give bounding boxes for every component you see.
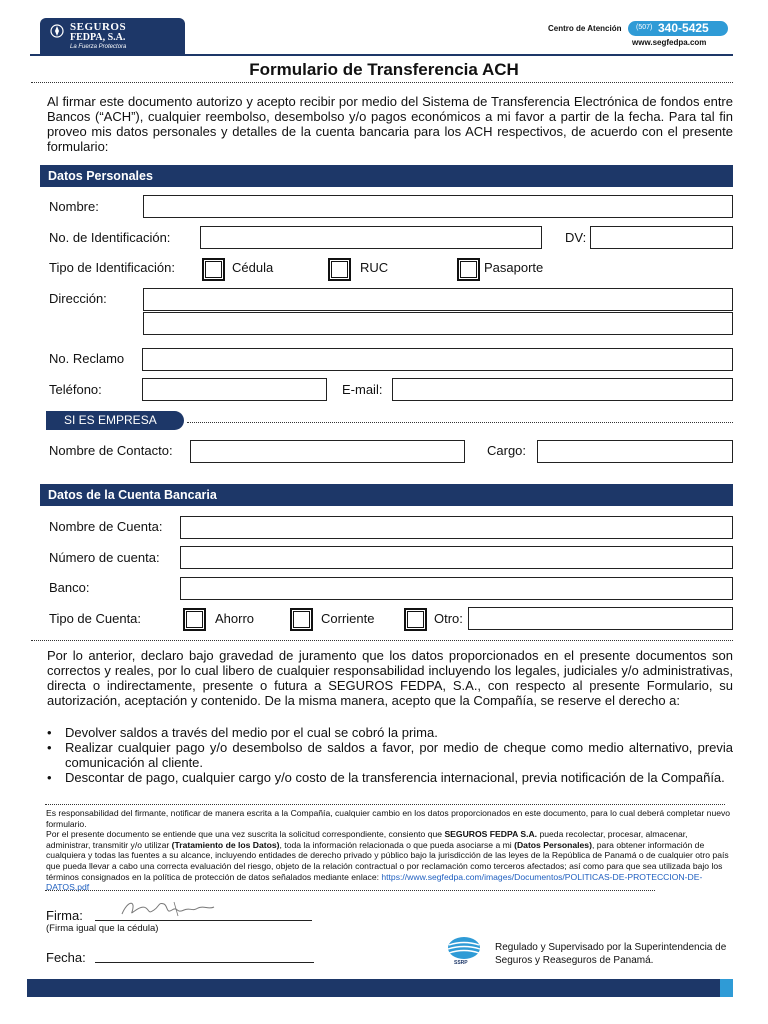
cedula-checkbox[interactable] (202, 258, 225, 281)
cedula-label: Cédula (232, 260, 274, 275)
firma-note: (Firma igual que la cédula) (46, 923, 159, 934)
handwritten-signature (118, 898, 218, 920)
tipo-identificacion-label: Tipo de Identificación: (49, 260, 175, 275)
consent-company: SEGUROS FEDPA S.A. (444, 829, 538, 840)
company-logo (40, 18, 185, 54)
footer-accent (720, 979, 733, 997)
reclamo-label: No. Reclamo (49, 351, 125, 366)
brand-motto: La Fuerza Protectora (70, 44, 127, 50)
otro-checkbox[interactable] (404, 608, 427, 631)
fecha-line[interactable] (95, 962, 314, 963)
consent-text-a: Por el presente documento se entiende que una vez suscrita la solicitud correspondiente, consiento que (46, 829, 445, 840)
website-link[interactable]: www.segfedpa.com (632, 38, 707, 47)
identificacion-label: No. de Identificación: (49, 230, 171, 245)
phone-badge (628, 21, 728, 36)
rights-list (43, 725, 733, 785)
empresa-badge: SI ES EMPRESA (46, 411, 184, 430)
privacy-policy-link[interactable]: https://www.segfedpa.com/images/Documentos/POLITICAS-DE-PROTECCION-DE-DATOS.pdf (46, 871, 703, 893)
signature-divider (45, 890, 655, 891)
numero-cuenta-label: Número de cuenta: (49, 550, 160, 565)
banco-label: Banco: (49, 580, 90, 595)
ssrp-logo-icon (446, 936, 482, 960)
otro-field[interactable] (468, 607, 733, 630)
title-divider (31, 82, 733, 83)
list-item: • Realizar cualquier pago y/o desembolso de saldos a favor, por medio de cheque como medio alternativo, previa comunicación al cliente. (43, 740, 733, 770)
footer-bar (27, 979, 733, 997)
email-field[interactable] (392, 378, 733, 401)
ahorro-checkbox[interactable] (183, 608, 206, 631)
fine-print-notice: Es responsabilidad del firmante, notificar de manera escrita a la Compañía, cualquier cambio en los datos proporcionados en este documento, para lo cual deberá completar nuevo formulario. (46, 808, 731, 829)
fine-print-consent (46, 829, 734, 893)
ruc-label: RUC (360, 260, 389, 275)
contacto-label: Nombre de Contacto: (49, 443, 173, 458)
direccion-field-line2[interactable] (143, 312, 733, 335)
empresa-divider (187, 422, 733, 423)
bank-divider (31, 640, 733, 641)
regulator-text: Regulado y Supervisado por la Superintendencia de Seguros y Reaseguros de Panamá. (495, 942, 727, 966)
consent-datos: (Datos Personales) (514, 839, 592, 850)
list-item: • Devolver saldos a través del medio por el cual se cobró la prima. (43, 725, 733, 740)
numero-cuenta-field[interactable] (180, 546, 733, 569)
banco-field[interactable] (180, 577, 733, 600)
nombre-label: Nombre: (49, 199, 99, 214)
contact-center-label: Centro de Atención (548, 24, 622, 33)
nombre-cuenta-field[interactable] (180, 516, 733, 539)
pasaporte-label: Pasaporte (484, 260, 544, 275)
list-item: • Descontar de pago, cualquier cargo y/o costo de la transferencia internacional, previa notificación de la Compañía. (43, 770, 733, 785)
contacto-field[interactable] (190, 440, 465, 463)
consent-text-b: pueda recolectar, procesar, almacenar, administrar, transmitir y/o utilizar (46, 829, 688, 850)
email-label: E-mail: (342, 382, 383, 397)
nombre-cuenta-label: Nombre de Cuenta: (49, 519, 163, 534)
brand-name-line2: FEDPA, S.A. (70, 32, 126, 43)
corriente-label: Corriente (321, 611, 375, 626)
phone-number: 340-5425 (658, 21, 709, 35)
otro-label: Otro: (434, 611, 463, 626)
telefono-label: Teléfono: (49, 382, 102, 397)
declaration-paragraph: Por lo anterior, declaro bajo gravedad de juramento que los datos proporcionados en el presente documentos son correctos y reales, por lo cual libero de cualquier responsabilidad incluyendo los legales, judiciales y/o administrativas, directa o indirectamente, presente o futura a SEGUROS FEDPA, S.A., con respecto al presente Formulario, su autorización, aceptación y contenido. De la misma manera, acepto que la Compañía, se reserve el derecho a: (47, 648, 733, 708)
fine-print (46, 808, 734, 893)
consent-tratamiento: (Tratamiento de los Datos) (171, 839, 280, 850)
cargo-field[interactable] (537, 440, 733, 463)
consent-text-d: , para obtener información de cualquiera y todas las fuentes a su alcance, incluyendo entidades de derecho privado y público bajo la jurisdicción de las leyes de la República de Panamá o de cualquier otro país que pueda llevar a cabo una correcta evaluación del riesgo, objeto de la relación contractual o por reclamación como terceros afectados; así como para que sea utilizada bajo los términos consignados en la política de protección de datos señalados mediante enlace: (46, 839, 729, 882)
intro-paragraph: Al firmar este documento autorizo y acepto recibir por medio del Sistema de Transferencia Electrónica de fondos entre Bancos (“ACH”), cualquier reembolso, desembolso y/o pagos económicos a mi favor a partir de la fecha. Para tal fin proveo mis datos personales y detalles de la cuenta bancaria para los ACH respectivos, de acuerdo con el presente formulario: (47, 94, 733, 154)
header-rule (180, 54, 733, 56)
firma-label: Firma: (46, 908, 83, 923)
direccion-label: Dirección: (49, 291, 107, 306)
ahorro-label: Ahorro (215, 611, 255, 626)
direccion-field-line1[interactable] (143, 288, 733, 311)
telefono-field[interactable] (142, 378, 327, 401)
cargo-label: Cargo: (487, 443, 527, 458)
firma-line[interactable] (95, 920, 312, 921)
fine-print-divider (45, 804, 725, 805)
brand-name-line1: SEGUROS (70, 21, 127, 33)
corriente-checkbox[interactable] (290, 608, 313, 631)
phone-code: (507) (636, 24, 653, 31)
tipo-cuenta-label: Tipo de Cuenta: (49, 611, 142, 626)
nombre-field[interactable] (143, 195, 733, 218)
header-rule-left (30, 54, 186, 56)
ruc-checkbox[interactable] (328, 258, 351, 281)
dv-field[interactable] (590, 226, 733, 249)
dv-label: DV: (565, 230, 587, 245)
consent-text-c: , toda la información relacionada o que pueda asociarse a mi (279, 839, 515, 850)
section-header-personal: Datos Personales (40, 165, 733, 187)
ssrp-acronym: SSRP (454, 960, 468, 966)
identificacion-field[interactable] (200, 226, 542, 249)
emblem-icon (50, 24, 64, 38)
section-header-bank: Datos de la Cuenta Bancaria (40, 484, 733, 506)
fecha-label: Fecha: (46, 950, 86, 965)
reclamo-field[interactable] (142, 348, 733, 371)
pasaporte-checkbox[interactable] (457, 258, 480, 281)
document-title: Formulario de Transferencia ACH (249, 60, 519, 79)
